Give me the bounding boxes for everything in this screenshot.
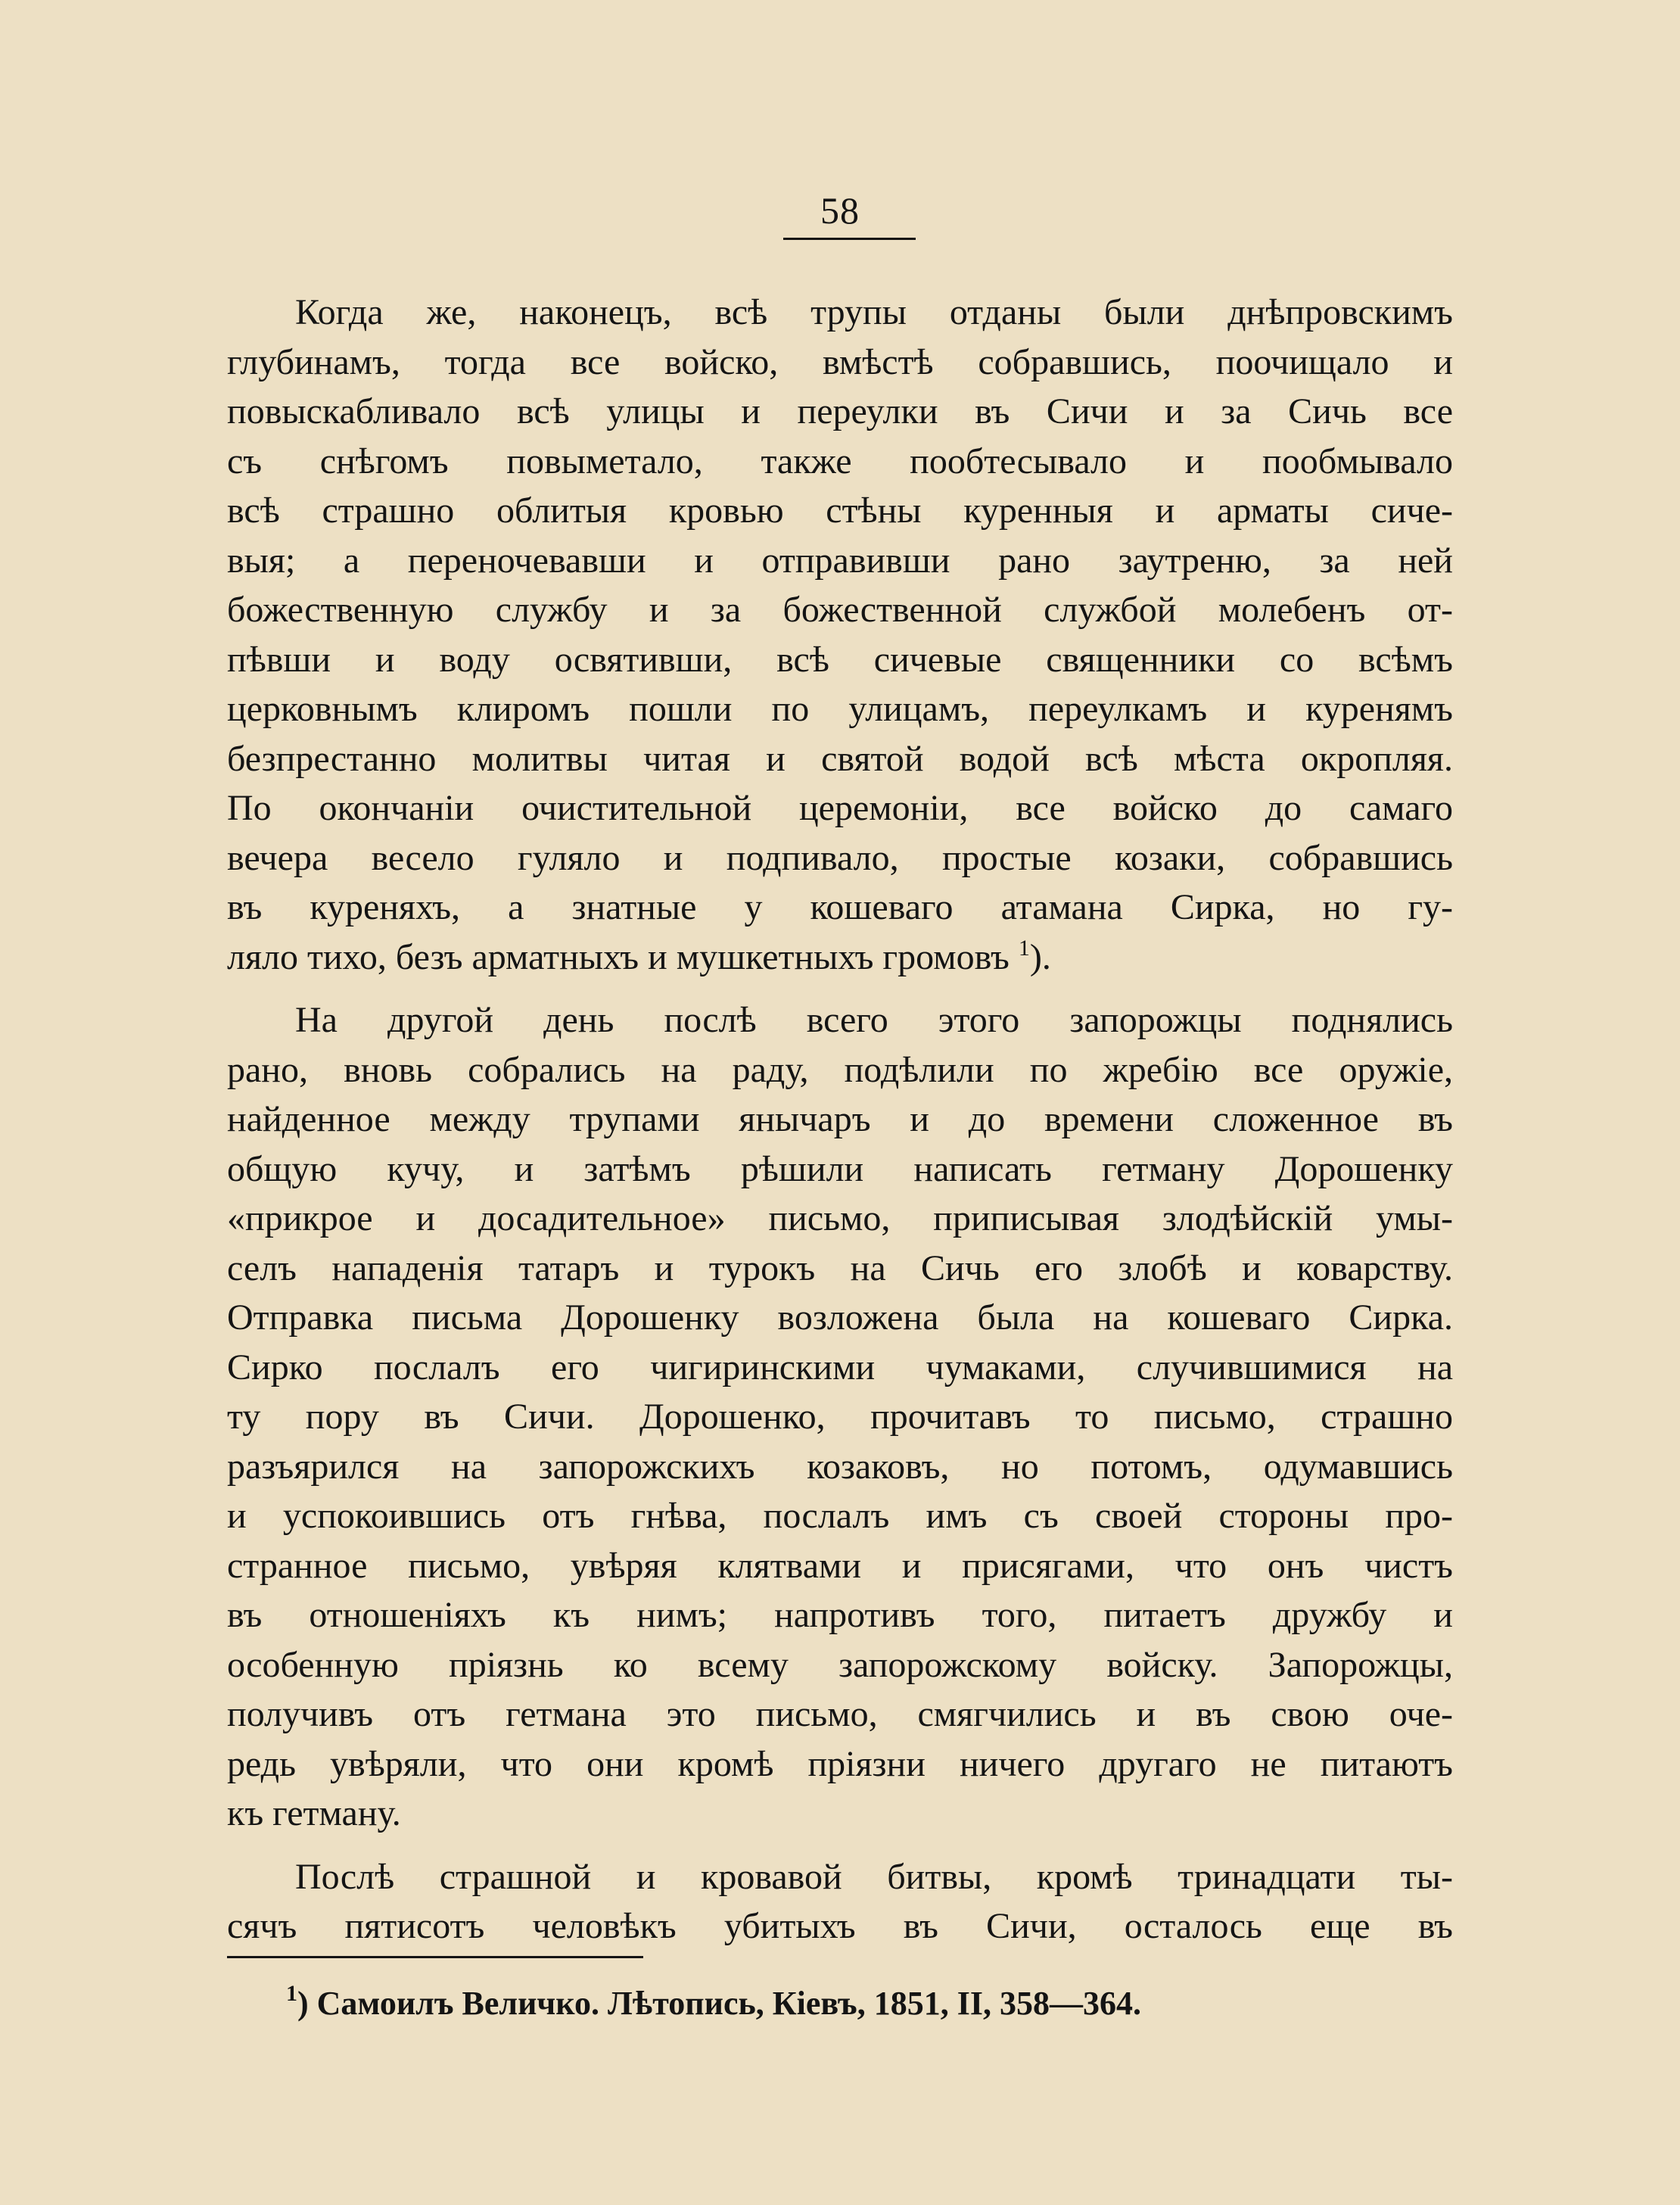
text-line: глубинамъ, тогда все войско, вмѣстѣ собравшись, поочищало и [227, 341, 1453, 382]
text-line: «прикрое и досадительное» письмо, приписывая злодѣйскій умы- [227, 1198, 1453, 1238]
text-line: Послѣ страшной и кровавой битвы, кромѣ тринадцати ты- [295, 1856, 1453, 1897]
text-line: По окончаніи очистительной церемоніи, все войско до самаго [227, 788, 1453, 828]
text-line: повыскабливало всѣ улицы и переулки въ Сичи и за Сичь все [227, 391, 1453, 431]
footnote-text: Самоилъ Величко. Лѣтопись, Кіевъ, 1851, II, 358—364. [316, 1985, 1141, 2022]
text-line: церковнымъ клиромъ пошли по улицамъ, переулкамъ и куренямъ [227, 689, 1453, 729]
page-number-rule [783, 238, 916, 240]
footnote-marker: 1 [286, 1981, 297, 2006]
text-line: Отправка письма Дорошенку возложена была на кошеваго Сирка. [227, 1297, 1453, 1338]
text-line: всѣ страшно облитыя кровью стѣны куренныя и арматы сиче- [227, 491, 1453, 531]
text-line: На другой день послѣ всего этого запорожцы поднялись [295, 1000, 1453, 1040]
text-line: Когда же, наконецъ, всѣ трупы отданы были днѣпровскимъ [295, 292, 1453, 332]
paragraph-2 [227, 995, 1453, 1839]
footnote-marker-close: ) [297, 1985, 309, 2022]
text-line: и успокоившись отъ гнѣва, послалъ имъ съ своей стороны про- [227, 1496, 1453, 1536]
paragraph-gap [227, 1839, 1453, 1852]
text-line: общую кучу, и затѣмъ рѣшили написать гетману Дорошенку [227, 1148, 1453, 1189]
text-line: найденное между трупами янычаръ и до времени сложенное въ [227, 1099, 1453, 1139]
footnote-reference: 1 [1018, 935, 1030, 961]
text-line: выя; а переночевавши и отправивши рано заутреню, за ней [227, 540, 1453, 581]
text-line: получивъ отъ гетмана это письмо, смягчились и въ свою оче- [227, 1694, 1453, 1734]
text-line: особенную пріязнь ко всему запорожскому войску. Запорожцы, [227, 1644, 1453, 1685]
text-line: съ снѣгомъ повыметало, также пообтесывало и пообмывало [227, 441, 1453, 481]
body-text [227, 288, 1453, 1951]
text-line: разъярился на запорожскихъ козаковъ, но потомъ, одумавшись [227, 1446, 1453, 1487]
last-line-text: ляло тихо, безъ арматныхъ и мушкетныхъ громовъ [227, 936, 1010, 977]
text-line: въ куреняхъ, а знатные у кошеваго атамана Сирка, но гу- [227, 887, 1453, 927]
text-line: въ отношеніяхъ къ нимъ; напротивъ того, питаетъ дружбу и [227, 1595, 1453, 1635]
text-line: пѣвши и воду освятивши, всѣ сичевые священники со всѣмъ [227, 639, 1453, 680]
text-line: безпрестанно молитвы читая и святой водой всѣ мѣста окропляя. [227, 738, 1453, 779]
paragraph-gap [227, 982, 1453, 995]
text-line: Сирко послалъ его чигиринскими чумаками, случившимися на [227, 1347, 1453, 1387]
text-line: рано, вновь собрались на раду, подѣлили по жребію все оружіе, [227, 1049, 1453, 1090]
page-number: 58 [820, 189, 860, 232]
paragraph-1 [227, 288, 1453, 982]
text-line: селъ нападенія татаръ и турокъ на Сичь его злобѣ и коварству. [227, 1247, 1453, 1288]
text-line: божественную службу и за божественной службой молебенъ от- [227, 590, 1453, 630]
text-line: ту пору въ Сичи. Дорошенко, прочитавъ то письмо, страшно [227, 1397, 1453, 1437]
last-line-end: ). [1029, 936, 1051, 977]
text-line: редь увѣряли, что они кромѣ пріязни ничего другаго не питаютъ [227, 1743, 1453, 1784]
footnote-separator [227, 1956, 643, 1958]
text-line: странное письмо, увѣряя клятвами и присягами, что онъ чистъ [227, 1545, 1453, 1586]
text-line: вечера весело гуляло и подпивало, простые козаки, собравшись [227, 837, 1453, 878]
text-line: сячъ пятисотъ человѣкъ убитыхъ въ Сичи, осталось еще въ [227, 1906, 1453, 1946]
paragraph-3 [227, 1852, 1453, 1951]
text-line: къ гетману. [227, 1793, 401, 1833]
text-line-with-footnote [227, 933, 1453, 983]
footnote [286, 1981, 1141, 2026]
